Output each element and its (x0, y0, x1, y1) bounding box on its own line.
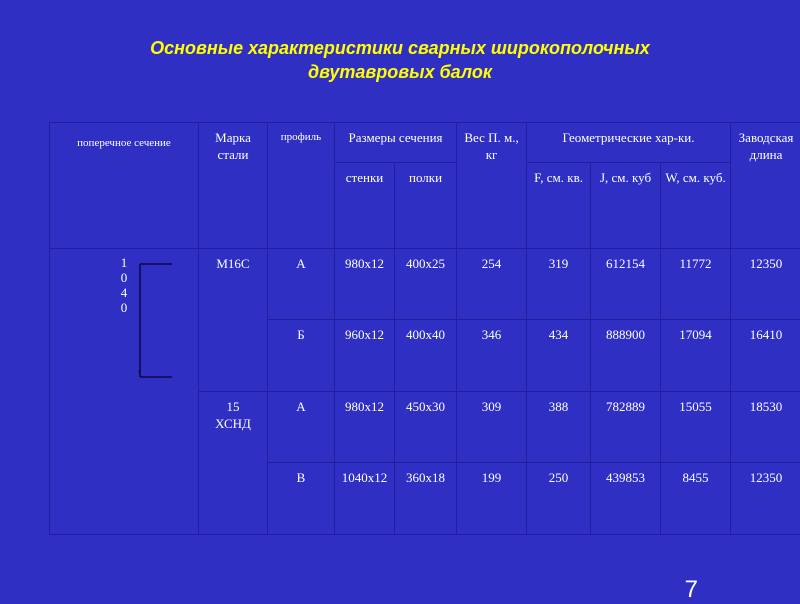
steel-cell: М16С (199, 249, 268, 392)
length-cell: 12350 (731, 463, 800, 535)
steel-cell: 15 ХСНД (199, 392, 268, 535)
inertia-cell: 439853 (591, 463, 661, 535)
header-weight: Вес П. м., кг (457, 123, 527, 249)
length-cell: 12350 (731, 249, 800, 320)
area-cell: 250 (527, 463, 591, 535)
header-web: стенки (335, 163, 395, 249)
weight-cell: 199 (457, 463, 527, 535)
section-digit: 0 (53, 300, 195, 315)
flange-cell: 360х18 (395, 463, 457, 535)
inertia-cell: 612154 (591, 249, 661, 320)
area-cell: 388 (527, 392, 591, 463)
web-cell: 980х12 (335, 249, 395, 320)
inertia-cell: 888900 (591, 320, 661, 392)
header-steel: Марка стали (199, 123, 268, 249)
length-cell: 18530 (731, 392, 800, 463)
weight-cell: 309 (457, 392, 527, 463)
area-cell: 434 (527, 320, 591, 392)
section-digit: 1 (53, 255, 195, 270)
modulus-cell: 15055 (661, 392, 731, 463)
header-dims: Размеры сечения (335, 123, 457, 163)
header-inertia: J, см. куб (591, 163, 661, 249)
header-profile: профиль (268, 123, 335, 249)
profile-cell: В (268, 463, 335, 535)
i-beam-cross-section-icon (136, 262, 176, 382)
header-section: поперечное сечение (50, 123, 199, 249)
modulus-cell: 8455 (661, 463, 731, 535)
length-cell: 16410 (731, 320, 800, 392)
slide-title (0, 36, 800, 84)
profile-cell: А (268, 249, 335, 320)
page-number: 7 (685, 576, 698, 604)
header-length: Заводская длина (731, 123, 800, 249)
profile-cell: Б (268, 320, 335, 392)
web-cell: 960х12 (335, 320, 395, 392)
header-modulus: W, см. куб. (661, 163, 731, 249)
header-flange: полки (395, 163, 457, 249)
flange-cell: 450х30 (395, 392, 457, 463)
weight-cell: 254 (457, 249, 527, 320)
modulus-cell: 11772 (661, 249, 731, 320)
section-digit: 4 (53, 285, 195, 300)
section-digit: 0 (53, 270, 195, 285)
header-area: F, см. кв. (527, 163, 591, 249)
flange-cell: 400х40 (395, 320, 457, 392)
weight-cell: 346 (457, 320, 527, 392)
slide-title-line1: Основные характеристики сварных широкополочных (0, 36, 800, 60)
inertia-cell: 782889 (591, 392, 661, 463)
modulus-cell: 17094 (661, 320, 731, 392)
profile-cell: А (268, 392, 335, 463)
flange-cell: 400х25 (395, 249, 457, 320)
web-cell: 1040х12 (335, 463, 395, 535)
header-geom: Геометрические хар-ки. (527, 123, 731, 163)
web-cell: 980х12 (335, 392, 395, 463)
section-cell (50, 249, 199, 535)
slide-title-line2: двутавровых балок (0, 60, 800, 84)
area-cell: 319 (527, 249, 591, 320)
